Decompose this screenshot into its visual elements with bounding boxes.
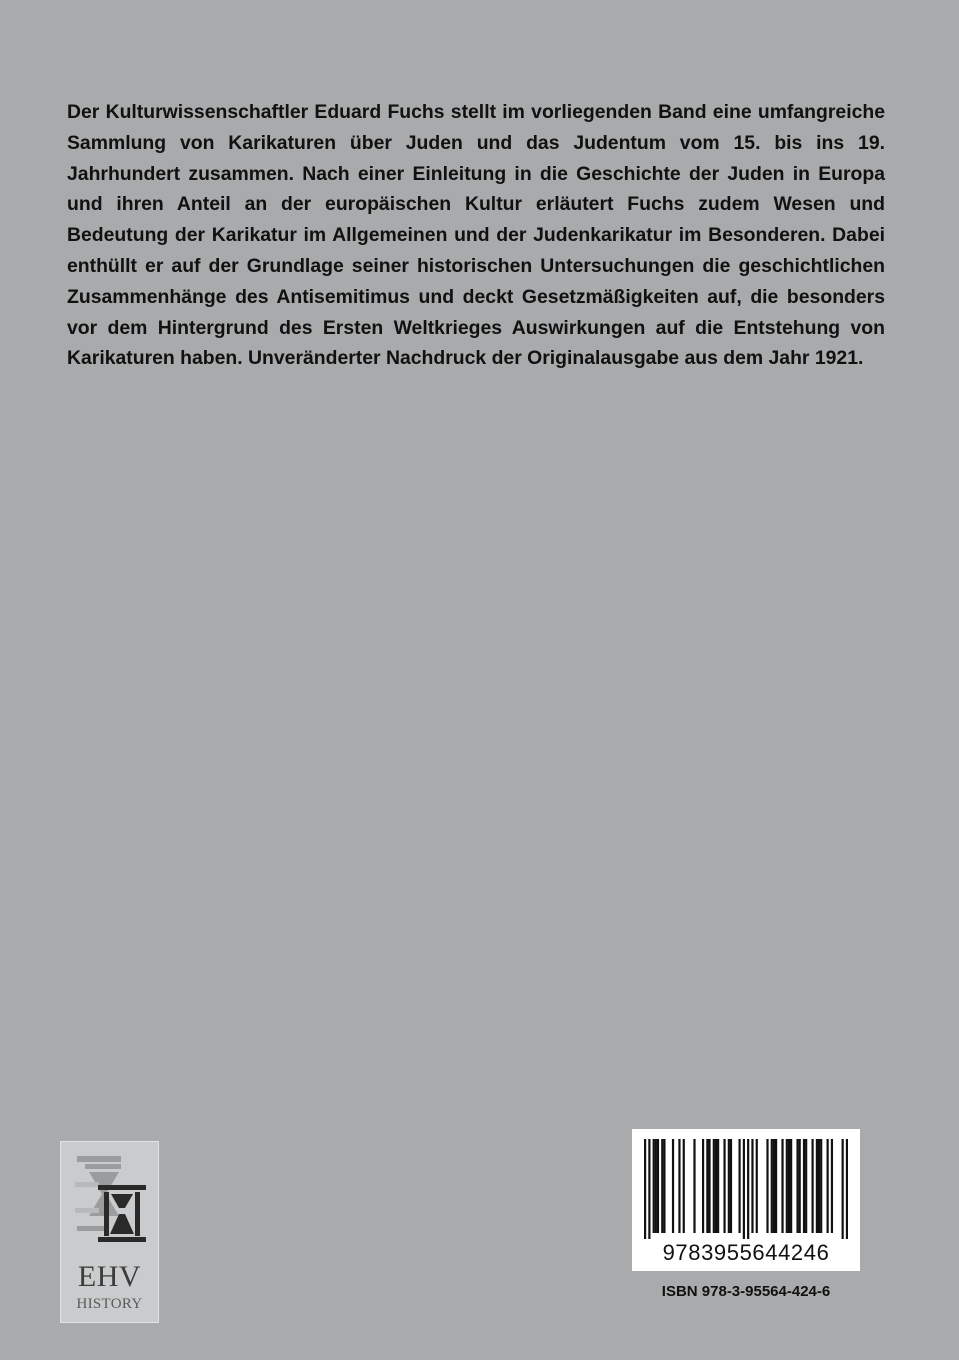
- barcode-bar: [728, 1139, 730, 1233]
- publisher-logo: [60, 1141, 159, 1323]
- barcode-bar: [644, 1139, 646, 1239]
- barcode-bar: [730, 1139, 732, 1233]
- barcode-bar: [713, 1139, 715, 1233]
- back-cover-description: Der Kulturwissenschaftler Eduard Fuchs stellt im vorliegenden Band eine umfangreiche Sammlung von Karikaturen über Juden und das Judentum vom 15. bis ins 19. Jahrhundert zusammen. Nach einer Einleitung in die Geschichte der Juden in Europa und ihren Anteil an der europäischen Kultur erläutert Fuchs zudem Wesen und Bedeutung der Karikatur im Allgemeinen und der Judenkarikatur im Besonderen. Dabei enthüllt er auf der Grundlage seiner historischen Untersuchungen die geschichtlichen Zusammenhänge des Antisemitimus und deckt Gesetzmäßigkeiten auf, die besonders vor dem Hintergrund des Ersten Weltkrieges Auswirkungen auf die Entstehung von Karikaturen haben. Unveränderter Nachdruck der Originalausgabe aus dem Jahr 1921.: [67, 101, 885, 370]
- barcode-bar: [842, 1139, 844, 1239]
- barcode-bar: [657, 1139, 659, 1233]
- isbn-label: ISBN 978-3-95564-424-6: [661, 1283, 831, 1300]
- barcode-bar: [811, 1139, 813, 1233]
- barcode-bar: [683, 1139, 685, 1233]
- barcode-bar: [747, 1139, 749, 1239]
- hourglass-icon: [61, 1142, 160, 1262]
- barcode-bar: [653, 1139, 655, 1233]
- barcode-bar: [715, 1139, 717, 1233]
- barcode-bar: [663, 1139, 665, 1233]
- barcode-bar: [803, 1139, 805, 1233]
- barcode-bar: [831, 1139, 833, 1233]
- barcode-bar: [775, 1139, 777, 1233]
- barcode-bar: [799, 1139, 801, 1233]
- barcode-bars: [644, 1139, 848, 1239]
- barcode-bar: [766, 1139, 768, 1233]
- barcode-bar: [706, 1139, 708, 1233]
- barcode-bar: [756, 1139, 758, 1233]
- barcode-bar: [820, 1139, 822, 1233]
- barcode-bar: [723, 1139, 725, 1233]
- barcode-bar: [655, 1139, 657, 1233]
- barcode-bar: [678, 1139, 680, 1233]
- barcode-bar: [648, 1139, 650, 1239]
- barcode-bar: [702, 1139, 704, 1233]
- barcode-bar: [693, 1139, 695, 1233]
- barcode-bar: [781, 1139, 783, 1233]
- barcode-bar: [771, 1139, 773, 1233]
- barcode-bar: [788, 1139, 790, 1233]
- barcode-bar: [818, 1139, 820, 1233]
- barcode-bar: [661, 1139, 663, 1233]
- barcode: [632, 1129, 860, 1271]
- barcode-bar: [796, 1139, 798, 1233]
- barcode-bar: [708, 1139, 710, 1233]
- barcode-bar: [786, 1139, 788, 1233]
- barcode-bar: [816, 1139, 818, 1233]
- barcode-bar: [773, 1139, 775, 1233]
- publisher-name: EHV: [77, 1260, 142, 1293]
- barcode-bar: [743, 1139, 745, 1239]
- barcode-bar: [738, 1139, 740, 1233]
- publisher-subtitle: HISTORY: [76, 1296, 143, 1312]
- barcode-bar: [790, 1139, 792, 1233]
- barcode-bar: [717, 1139, 719, 1233]
- barcode-bar: [805, 1139, 807, 1233]
- barcode-number: 9783955644246: [662, 1240, 830, 1265]
- barcode-bar: [827, 1139, 829, 1233]
- barcode-bar: [846, 1139, 848, 1239]
- barcode-bar: [751, 1139, 753, 1233]
- barcode-bar: [672, 1139, 674, 1233]
